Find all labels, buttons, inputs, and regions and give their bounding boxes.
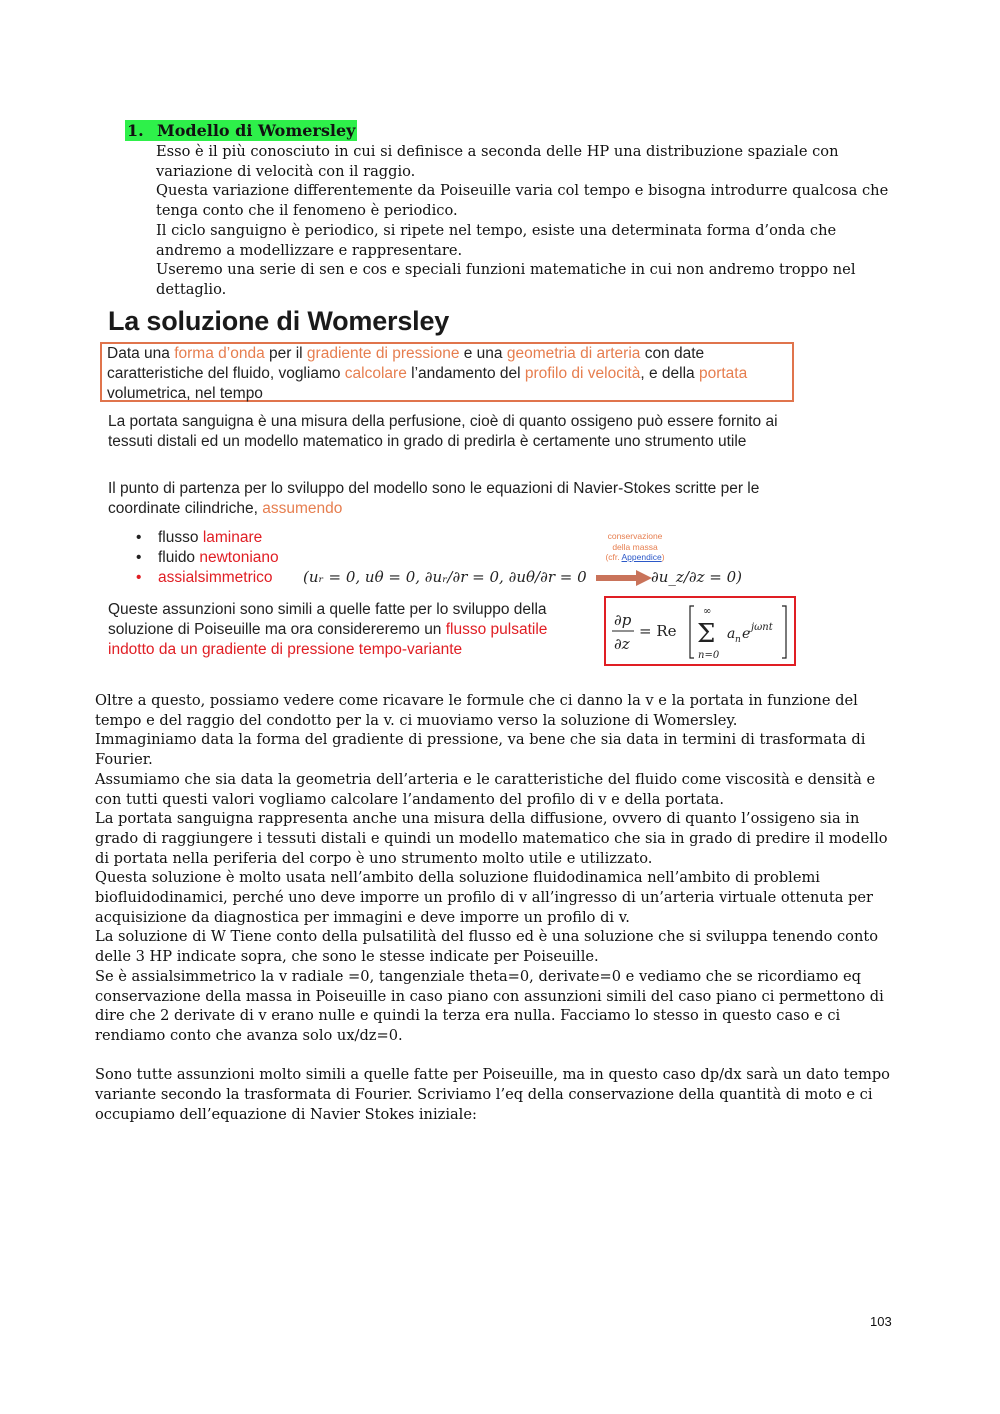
intro-paragraphs [156, 142, 896, 300]
intro-line: Il ciclo sanguigno è periodico, si ripete nel tempo, esiste una determinata forma d’onda che andremo a modellizzare e rappresentare. [156, 221, 837, 259]
conservation-label: conservazione della massa (cfr. Appendice) [605, 531, 665, 562]
eq-sum-lower: n=0 [698, 650, 720, 661]
body-line: Assumiamo che sia data la geometria dell’arteria e le caratteristiche del fluido come viscosità e densità e con tutti questi valori vogliamo calcolare l’andamento del profilo di v e della portata. [95, 770, 876, 808]
assumptions-list [136, 528, 279, 588]
slide-summary-box: Data una forma d’onda per il gradiente di pressione e una geometria di arteria con date caratteristiche del fluido, vogliamo calcolare l’andamento del profilo di velocità, e della portata volumetrica, nel tempo [100, 342, 794, 402]
list-item: • assialsimmetrico [136, 568, 279, 588]
body-line: Oltre a questo, possiamo vedere come ricavare le formule che ci danno la v e la portata in funzione del tempo e del raggio del condotto per la v. ci muoviamo verso la soluzione di Womersley. [95, 692, 858, 729]
pressure-gradient-equation-box [604, 596, 796, 666]
eq-exponent: jωnt [751, 622, 773, 633]
section-heading [125, 120, 357, 141]
eq-term: a [727, 626, 736, 642]
slide-title: La soluzione di Womersley [108, 306, 450, 336]
list-item: • flusso laminare [136, 528, 279, 548]
eq-numerator: ∂p [614, 611, 632, 629]
body-line: La soluzione di W Tiene conto della pulsatilità del flusso ed è una soluzione che si sviluppa tenendo conto delle 3 HP indicate sopra, che sono le stesse indicate per Poiseuille. [95, 928, 879, 966]
slide-image [98, 302, 803, 674]
slide-paragraph-navier-stokes: Il punto di partenza per lo sviluppo del modello sono le equazioni di Navier-Stokes scritte per le coordinate cilindriche, assumendo [108, 480, 760, 517]
appendix-link[interactable]: Appendice [621, 552, 662, 562]
intro-line: Questa variazione differentemente da Poiseuille varia col tempo e bisogna introdurre qualcosa che tenga conto che il fenomeno è periodico. [156, 182, 889, 220]
paragraph-gap [95, 1046, 895, 1066]
body-line: Sono tutte assunzioni molto simili a quelle fatte per Poiseuille, ma in questo caso dp/dx sarà un dato tempo variante secondo la trasformata di Fourier. Scriviamo l’eq della conservazione della quantità di moto e ci occupiamo dell’equazione di Navier Stokes iniziale: [95, 1066, 890, 1123]
assumption-equation: (uᵣ = 0, uθ = 0, ∂uᵣ/∂r = 0, ∂uθ/∂r = 0 [303, 568, 587, 586]
intro-line: Esso è il più conosciuto in cui si definisce a seconda delle HP una distribuzione spaziale con variazione di velocità con il raggio. [156, 143, 839, 180]
heading-title: Modello di Womersley [157, 121, 356, 140]
body-line: Immaginiamo data la forma del gradiente di pressione, va bene che sia data in termini di trasformata di Fourier. [95, 731, 866, 769]
slide-paragraph-perfusion: La portata sanguigna è una misura della perfusione, cioè di quanto ossigeno può essere fornito ai tessuti distali ed un modello matematico in grado di predirla è certamente uno strumento utile [108, 413, 778, 450]
eq-denominator: ∂z [614, 635, 630, 653]
mass-conservation-equation: ∂u_z/∂z = 0) [651, 568, 743, 586]
body-paragraphs [95, 691, 895, 1124]
list-item: • fluido newtoniano [136, 548, 279, 568]
eq-term-sub: n [735, 635, 741, 645]
slide-paragraph-pulsatile: Queste assunzioni sono simili a quelle fatte per lo sviluppo della soluzione di Poiseuille ma ora considereremo un flusso pulsatile indotto da un gradiente di pressione tempo-variante [108, 601, 548, 658]
heading-number: 1. [127, 121, 144, 140]
eq-re: = Re [639, 622, 677, 640]
page-number: 103 [870, 1314, 892, 1329]
arrow-right-icon [596, 568, 656, 588]
eq-exp-base: e [742, 626, 751, 642]
body-line: Questa soluzione è molto usata nell’ambito della soluzione fluidodinamica nell’ambito di problemi biofluidodinamici, perché uno deve imporre un profilo di v all’ingresso di un’arteria virtuale ottenuta per acquisizione da diagnostica per immagini e deve imporre un profilo di v. [95, 869, 873, 926]
body-line: Se è assialsimmetrico la v radiale =0, tangenziale theta=0, derivate=0 e vediamo che se ricordiamo eq conservazione della massa in Poiseuille in caso piano con assunzioni simili del caso piano ci permettono di dire che 2 derivate di v erano nulle e quindi la terza era nulla. Facciamo lo stesso in questo caso e ci rendiamo conto che avanza solo ux/dz=0. [95, 967, 884, 1044]
body-line: La portata sanguigna rappresenta anche una misura della diffusione, ovvero di quanto l’ossigeno sia in grado di raggiungere i tessuti distali e quindi un modello matematico che sia in grado di predire il modello di portata nella periferia del corpo è uno strumento molto utile e utilizzato. [95, 810, 888, 867]
eq-sum-upper: ∞ [703, 606, 712, 617]
sum-icon: Σ [697, 619, 716, 649]
intro-line: Useremo una serie di sen e cos e speciali funzioni matematiche in cui non andremo troppo nel dettaglio. [156, 261, 856, 298]
